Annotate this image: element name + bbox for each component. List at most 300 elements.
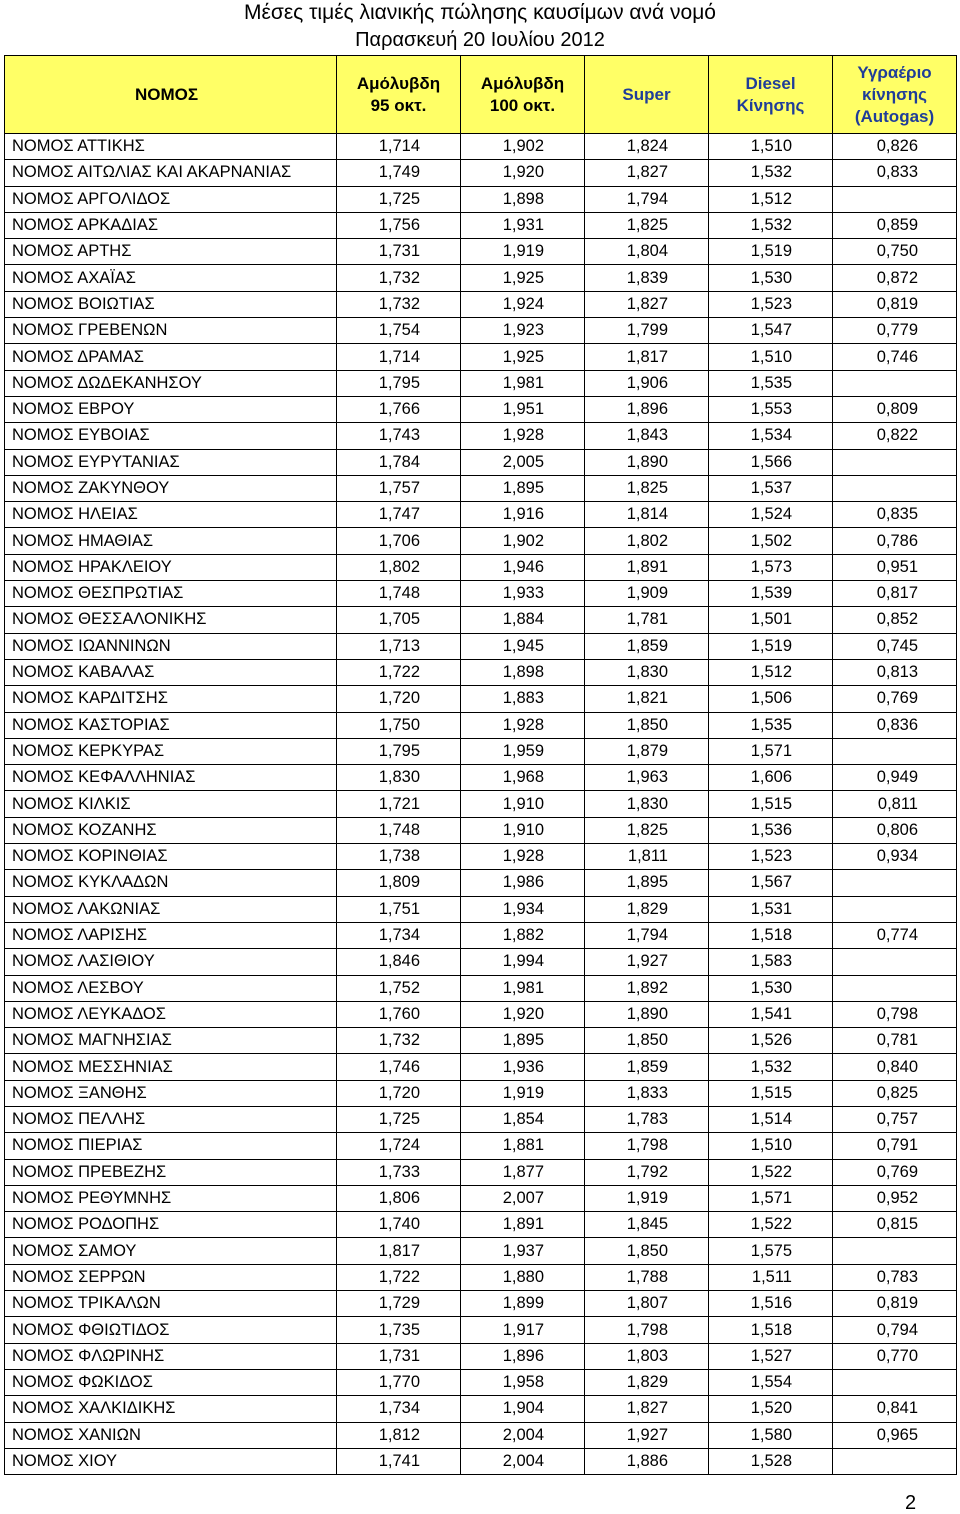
price-unleaded-100: 1,946 bbox=[461, 554, 585, 580]
price-diesel: 1,514 bbox=[709, 1106, 833, 1132]
price-super: 1,919 bbox=[585, 1185, 709, 1211]
region-name: ΝΟΜΟΣ ΕΥΒΟΙΑΣ bbox=[5, 423, 337, 449]
price-autogas: 0,826 bbox=[833, 134, 957, 160]
price-autogas bbox=[833, 475, 957, 501]
price-diesel: 1,606 bbox=[709, 765, 833, 791]
price-diesel: 1,523 bbox=[709, 844, 833, 870]
price-unleaded-95: 1,746 bbox=[337, 1054, 461, 1080]
price-autogas: 0,781 bbox=[833, 1028, 957, 1054]
region-name: ΝΟΜΟΣ ΣΑΜΟΥ bbox=[5, 1238, 337, 1264]
table-row bbox=[5, 212, 957, 238]
price-diesel: 1,527 bbox=[709, 1343, 833, 1369]
region-name: ΝΟΜΟΣ ΦΛΩΡΙΝΗΣ bbox=[5, 1343, 337, 1369]
region-name: ΝΟΜΟΣ ΚΑΒΑΛΑΣ bbox=[5, 659, 337, 685]
table-row bbox=[5, 975, 957, 1001]
price-diesel: 1,515 bbox=[709, 791, 833, 817]
price-diesel: 1,547 bbox=[709, 318, 833, 344]
price-super: 1,827 bbox=[585, 291, 709, 317]
table-row bbox=[5, 1317, 957, 1343]
table-row bbox=[5, 949, 957, 975]
table-row bbox=[5, 607, 957, 633]
price-unleaded-95: 1,722 bbox=[337, 659, 461, 685]
region-name: ΝΟΜΟΣ ΚΟΖΑΝΗΣ bbox=[5, 817, 337, 843]
fuel-prices-table bbox=[4, 55, 957, 1475]
price-unleaded-95: 1,731 bbox=[337, 239, 461, 265]
region-name: ΝΟΜΟΣ ΚΑΡΔΙΤΣΗΣ bbox=[5, 686, 337, 712]
price-diesel: 1,535 bbox=[709, 712, 833, 738]
price-autogas: 0,951 bbox=[833, 554, 957, 580]
price-unleaded-100: 1,945 bbox=[461, 633, 585, 659]
price-autogas: 0,833 bbox=[833, 160, 957, 186]
document-title: Μέσες τιμές λιανικής πώλησης καυσίμων ανά νομό bbox=[244, 1, 716, 24]
price-diesel: 1,526 bbox=[709, 1028, 833, 1054]
price-unleaded-100: 1,919 bbox=[461, 1080, 585, 1106]
price-diesel: 1,519 bbox=[709, 239, 833, 265]
price-autogas: 0,859 bbox=[833, 212, 957, 238]
price-autogas: 0,774 bbox=[833, 922, 957, 948]
region-name: ΝΟΜΟΣ ΛΑΡΙΣΗΣ bbox=[5, 922, 337, 948]
price-super: 1,843 bbox=[585, 423, 709, 449]
table-row bbox=[5, 686, 957, 712]
price-diesel: 1,571 bbox=[709, 738, 833, 764]
price-unleaded-100: 1,923 bbox=[461, 318, 585, 344]
price-diesel: 1,520 bbox=[709, 1396, 833, 1422]
table-row bbox=[5, 1212, 957, 1238]
price-unleaded-95: 1,706 bbox=[337, 528, 461, 554]
table-row bbox=[5, 817, 957, 843]
price-unleaded-100: 1,981 bbox=[461, 370, 585, 396]
price-unleaded-100: 1,896 bbox=[461, 1343, 585, 1369]
price-autogas: 0,817 bbox=[833, 581, 957, 607]
price-unleaded-100: 1,981 bbox=[461, 975, 585, 1001]
region-name: ΝΟΜΟΣ ΡΟΔΟΠΗΣ bbox=[5, 1212, 337, 1238]
region-name: ΝΟΜΟΣ ΠΡΕΒΕΖΗΣ bbox=[5, 1159, 337, 1185]
price-unleaded-95: 1,756 bbox=[337, 212, 461, 238]
price-diesel: 1,537 bbox=[709, 475, 833, 501]
price-autogas: 0,815 bbox=[833, 1212, 957, 1238]
price-autogas bbox=[833, 449, 957, 475]
price-autogas: 0,819 bbox=[833, 291, 957, 317]
price-autogas: 0,952 bbox=[833, 1185, 957, 1211]
price-super: 1,963 bbox=[585, 765, 709, 791]
table-row bbox=[5, 1106, 957, 1132]
price-autogas bbox=[833, 1238, 957, 1264]
region-name: ΝΟΜΟΣ ΡΕΘΥΜΝΗΣ bbox=[5, 1185, 337, 1211]
price-unleaded-100: 1,902 bbox=[461, 134, 585, 160]
price-unleaded-100: 1,899 bbox=[461, 1291, 585, 1317]
price-super: 1,783 bbox=[585, 1106, 709, 1132]
price-unleaded-100: 1,898 bbox=[461, 186, 585, 212]
price-autogas: 0,806 bbox=[833, 817, 957, 843]
price-unleaded-95: 1,754 bbox=[337, 318, 461, 344]
price-unleaded-95: 1,766 bbox=[337, 396, 461, 422]
price-super: 1,827 bbox=[585, 160, 709, 186]
price-autogas: 0,794 bbox=[833, 1317, 957, 1343]
price-diesel: 1,536 bbox=[709, 817, 833, 843]
price-diesel: 1,541 bbox=[709, 1001, 833, 1027]
price-unleaded-95: 1,721 bbox=[337, 791, 461, 817]
region-name: ΝΟΜΟΣ ΔΡΑΜΑΣ bbox=[5, 344, 337, 370]
table-row bbox=[5, 1054, 957, 1080]
region-name: ΝΟΜΟΣ ΛΑΣΙΘΙΟΥ bbox=[5, 949, 337, 975]
price-super: 1,814 bbox=[585, 502, 709, 528]
price-unleaded-100: 1,928 bbox=[461, 712, 585, 738]
table-row bbox=[5, 239, 957, 265]
table-row bbox=[5, 765, 957, 791]
price-super: 1,886 bbox=[585, 1448, 709, 1474]
price-super: 1,829 bbox=[585, 896, 709, 922]
table-row bbox=[5, 870, 957, 896]
price-super: 1,821 bbox=[585, 686, 709, 712]
header-line: 95 οκτ. bbox=[370, 95, 427, 115]
header-unleaded-100 bbox=[461, 56, 585, 134]
price-unleaded-95: 1,732 bbox=[337, 291, 461, 317]
price-autogas: 0,757 bbox=[833, 1106, 957, 1132]
price-diesel: 1,522 bbox=[709, 1159, 833, 1185]
price-diesel: 1,510 bbox=[709, 1133, 833, 1159]
region-name: ΝΟΜΟΣ ΚΙΛΚΙΣ bbox=[5, 791, 337, 817]
table-row bbox=[5, 1343, 957, 1369]
price-super: 1,845 bbox=[585, 1212, 709, 1238]
table-row bbox=[5, 922, 957, 948]
price-autogas: 0,934 bbox=[833, 844, 957, 870]
price-unleaded-100: 2,005 bbox=[461, 449, 585, 475]
price-unleaded-100: 1,925 bbox=[461, 344, 585, 370]
price-super: 1,788 bbox=[585, 1264, 709, 1290]
price-unleaded-95: 1,750 bbox=[337, 712, 461, 738]
region-name: ΝΟΜΟΣ ΓΡΕΒΕΝΩΝ bbox=[5, 318, 337, 344]
price-super: 1,906 bbox=[585, 370, 709, 396]
price-diesel: 1,573 bbox=[709, 554, 833, 580]
price-diesel: 1,575 bbox=[709, 1238, 833, 1264]
price-super: 1,829 bbox=[585, 1369, 709, 1395]
price-diesel: 1,512 bbox=[709, 186, 833, 212]
price-unleaded-95: 1,731 bbox=[337, 1343, 461, 1369]
price-autogas: 0,949 bbox=[833, 765, 957, 791]
header-line: ΝΟΜΟΣ bbox=[135, 84, 199, 104]
price-unleaded-100: 1,920 bbox=[461, 160, 585, 186]
price-unleaded-95: 1,725 bbox=[337, 1106, 461, 1132]
price-diesel: 1,510 bbox=[709, 344, 833, 370]
price-autogas bbox=[833, 975, 957, 1001]
page-number: 2 bbox=[905, 1492, 917, 1514]
price-unleaded-95: 1,722 bbox=[337, 1264, 461, 1290]
region-name: ΝΟΜΟΣ ΘΕΣΣΑΛΟΝΙΚΗΣ bbox=[5, 607, 337, 633]
header-line: 100 οκτ. bbox=[489, 95, 556, 115]
price-unleaded-100: 1,910 bbox=[461, 791, 585, 817]
price-unleaded-100: 2,004 bbox=[461, 1448, 585, 1474]
price-unleaded-95: 1,751 bbox=[337, 896, 461, 922]
price-unleaded-95: 1,732 bbox=[337, 1028, 461, 1054]
price-super: 1,833 bbox=[585, 1080, 709, 1106]
header-line: Diesel bbox=[745, 73, 796, 93]
table-row bbox=[5, 738, 957, 764]
region-name: ΝΟΜΟΣ ΚΕΦΑΛΛΗΝΙΑΣ bbox=[5, 765, 337, 791]
price-unleaded-95: 1,757 bbox=[337, 475, 461, 501]
price-diesel: 1,502 bbox=[709, 528, 833, 554]
table-row bbox=[5, 844, 957, 870]
price-autogas bbox=[833, 186, 957, 212]
price-super: 1,890 bbox=[585, 449, 709, 475]
price-super: 1,825 bbox=[585, 475, 709, 501]
price-diesel: 1,566 bbox=[709, 449, 833, 475]
price-autogas bbox=[833, 896, 957, 922]
header-line: Super bbox=[622, 84, 671, 104]
price-diesel: 1,506 bbox=[709, 686, 833, 712]
price-diesel: 1,531 bbox=[709, 896, 833, 922]
price-diesel: 1,515 bbox=[709, 1080, 833, 1106]
region-name: ΝΟΜΟΣ ΠΕΛΛΗΣ bbox=[5, 1106, 337, 1132]
price-super: 1,824 bbox=[585, 134, 709, 160]
price-unleaded-95: 1,720 bbox=[337, 686, 461, 712]
table-row bbox=[5, 1028, 957, 1054]
region-name: ΝΟΜΟΣ ΙΩΑΝΝΙΝΩΝ bbox=[5, 633, 337, 659]
price-autogas: 0,769 bbox=[833, 1159, 957, 1185]
region-name: ΝΟΜΟΣ ΚΟΡΙΝΘΙΑΣ bbox=[5, 844, 337, 870]
price-autogas bbox=[833, 870, 957, 896]
price-diesel: 1,532 bbox=[709, 212, 833, 238]
price-unleaded-100: 1,937 bbox=[461, 1238, 585, 1264]
price-autogas: 0,746 bbox=[833, 344, 957, 370]
region-name: ΝΟΜΟΣ ΗΡΑΚΛΕΙΟΥ bbox=[5, 554, 337, 580]
price-super: 1,781 bbox=[585, 607, 709, 633]
price-unleaded-95: 1,809 bbox=[337, 870, 461, 896]
price-unleaded-95: 1,784 bbox=[337, 449, 461, 475]
header-super bbox=[585, 56, 709, 134]
table-row bbox=[5, 502, 957, 528]
header-line: κίνησης bbox=[862, 84, 927, 104]
price-unleaded-95: 1,795 bbox=[337, 370, 461, 396]
table-row bbox=[5, 265, 957, 291]
table-row bbox=[5, 370, 957, 396]
table-row bbox=[5, 1001, 957, 1027]
price-diesel: 1,516 bbox=[709, 1291, 833, 1317]
price-unleaded-95: 1,747 bbox=[337, 502, 461, 528]
price-diesel: 1,523 bbox=[709, 291, 833, 317]
price-diesel: 1,554 bbox=[709, 1369, 833, 1395]
price-unleaded-95: 1,714 bbox=[337, 344, 461, 370]
price-super: 1,811 bbox=[585, 844, 709, 870]
price-diesel: 1,553 bbox=[709, 396, 833, 422]
region-name: ΝΟΜΟΣ ΑΤΤΙΚΗΣ bbox=[5, 134, 337, 160]
price-unleaded-100: 1,902 bbox=[461, 528, 585, 554]
price-super: 1,850 bbox=[585, 1028, 709, 1054]
price-autogas: 0,822 bbox=[833, 423, 957, 449]
price-super: 1,803 bbox=[585, 1343, 709, 1369]
price-super: 1,890 bbox=[585, 1001, 709, 1027]
region-name: ΝΟΜΟΣ ΑΙΤΩΛΙΑΣ ΚΑΙ ΑΚΑΡΝΑΝΙΑΣ bbox=[5, 160, 337, 186]
table-row bbox=[5, 554, 957, 580]
price-autogas: 0,770 bbox=[833, 1343, 957, 1369]
price-autogas: 0,783 bbox=[833, 1264, 957, 1290]
price-diesel: 1,512 bbox=[709, 659, 833, 685]
price-autogas bbox=[833, 738, 957, 764]
price-autogas: 0,750 bbox=[833, 239, 957, 265]
table-row bbox=[5, 449, 957, 475]
price-unleaded-100: 1,925 bbox=[461, 265, 585, 291]
price-unleaded-100: 1,910 bbox=[461, 817, 585, 843]
table-row bbox=[5, 344, 957, 370]
price-autogas: 0,779 bbox=[833, 318, 957, 344]
price-diesel: 1,583 bbox=[709, 949, 833, 975]
price-unleaded-100: 1,920 bbox=[461, 1001, 585, 1027]
price-diesel: 1,518 bbox=[709, 1317, 833, 1343]
region-name: ΝΟΜΟΣ ΗΜΑΘΙΑΣ bbox=[5, 528, 337, 554]
price-unleaded-95: 1,760 bbox=[337, 1001, 461, 1027]
price-unleaded-100: 1,877 bbox=[461, 1159, 585, 1185]
price-super: 1,825 bbox=[585, 817, 709, 843]
table-row bbox=[5, 134, 957, 160]
price-unleaded-95: 1,748 bbox=[337, 817, 461, 843]
table-header-row bbox=[5, 56, 957, 134]
price-diesel: 1,518 bbox=[709, 922, 833, 948]
price-super: 1,896 bbox=[585, 396, 709, 422]
price-diesel: 1,519 bbox=[709, 633, 833, 659]
price-unleaded-100: 1,933 bbox=[461, 581, 585, 607]
region-name: ΝΟΜΟΣ ΦΘΙΩΤΙΔΟΣ bbox=[5, 1317, 337, 1343]
region-name: ΝΟΜΟΣ ΑΧΑΪΑΣ bbox=[5, 265, 337, 291]
price-unleaded-95: 1,752 bbox=[337, 975, 461, 1001]
header-line: Υγραέριο bbox=[857, 62, 932, 82]
table-row bbox=[5, 581, 957, 607]
price-diesel: 1,571 bbox=[709, 1185, 833, 1211]
price-unleaded-95: 1,720 bbox=[337, 1080, 461, 1106]
price-unleaded-95: 1,738 bbox=[337, 844, 461, 870]
price-super: 1,827 bbox=[585, 1396, 709, 1422]
price-unleaded-95: 1,830 bbox=[337, 765, 461, 791]
price-super: 1,817 bbox=[585, 344, 709, 370]
price-diesel: 1,530 bbox=[709, 265, 833, 291]
header-line: Κίνησης bbox=[736, 95, 805, 115]
region-name: ΝΟΜΟΣ ΕΒΡΟΥ bbox=[5, 396, 337, 422]
table-row bbox=[5, 791, 957, 817]
price-super: 1,859 bbox=[585, 1054, 709, 1080]
price-unleaded-100: 1,958 bbox=[461, 1369, 585, 1395]
price-unleaded-100: 1,951 bbox=[461, 396, 585, 422]
table-row bbox=[5, 423, 957, 449]
price-super: 1,804 bbox=[585, 239, 709, 265]
price-unleaded-100: 1,934 bbox=[461, 896, 585, 922]
table-row bbox=[5, 1396, 957, 1422]
price-autogas bbox=[833, 370, 957, 396]
price-autogas bbox=[833, 949, 957, 975]
price-super: 1,927 bbox=[585, 1422, 709, 1448]
price-super: 1,839 bbox=[585, 265, 709, 291]
price-unleaded-95: 1,846 bbox=[337, 949, 461, 975]
price-unleaded-95: 1,725 bbox=[337, 186, 461, 212]
price-unleaded-100: 1,904 bbox=[461, 1396, 585, 1422]
table-row bbox=[5, 291, 957, 317]
price-autogas: 0,791 bbox=[833, 1133, 957, 1159]
price-unleaded-100: 1,919 bbox=[461, 239, 585, 265]
table-row bbox=[5, 659, 957, 685]
price-unleaded-100: 1,917 bbox=[461, 1317, 585, 1343]
price-diesel: 1,511 bbox=[709, 1264, 833, 1290]
price-autogas: 0,811 bbox=[833, 791, 957, 817]
header-nomos bbox=[5, 56, 337, 134]
price-diesel: 1,501 bbox=[709, 607, 833, 633]
price-autogas bbox=[833, 1369, 957, 1395]
price-unleaded-100: 1,854 bbox=[461, 1106, 585, 1132]
price-unleaded-95: 1,812 bbox=[337, 1422, 461, 1448]
table-row bbox=[5, 1369, 957, 1395]
region-name: ΝΟΜΟΣ ΛΑΚΩΝΙΑΣ bbox=[5, 896, 337, 922]
table-row bbox=[5, 1448, 957, 1474]
price-unleaded-100: 1,959 bbox=[461, 738, 585, 764]
table-row bbox=[5, 712, 957, 738]
price-unleaded-100: 1,928 bbox=[461, 423, 585, 449]
price-super: 1,891 bbox=[585, 554, 709, 580]
price-autogas: 0,965 bbox=[833, 1422, 957, 1448]
region-name: ΝΟΜΟΣ ΠΙΕΡΙΑΣ bbox=[5, 1133, 337, 1159]
table-row bbox=[5, 1159, 957, 1185]
region-name: ΝΟΜΟΣ ΤΡΙΚΑΛΩΝ bbox=[5, 1291, 337, 1317]
price-unleaded-100: 1,916 bbox=[461, 502, 585, 528]
price-diesel: 1,539 bbox=[709, 581, 833, 607]
price-autogas: 0,841 bbox=[833, 1396, 957, 1422]
header-line: Αμόλυβδη bbox=[356, 73, 441, 93]
price-super: 1,830 bbox=[585, 659, 709, 685]
price-unleaded-95: 1,770 bbox=[337, 1369, 461, 1395]
region-name: ΝΟΜΟΣ ΣΕΡΡΩΝ bbox=[5, 1264, 337, 1290]
price-unleaded-100: 1,895 bbox=[461, 1028, 585, 1054]
price-unleaded-95: 1,732 bbox=[337, 265, 461, 291]
region-name: ΝΟΜΟΣ ΛΕΥΚΑΔΟΣ bbox=[5, 1001, 337, 1027]
price-super: 1,792 bbox=[585, 1159, 709, 1185]
table-row bbox=[5, 160, 957, 186]
price-autogas: 0,836 bbox=[833, 712, 957, 738]
price-diesel: 1,524 bbox=[709, 502, 833, 528]
price-diesel: 1,530 bbox=[709, 975, 833, 1001]
price-unleaded-95: 1,724 bbox=[337, 1133, 461, 1159]
price-autogas: 0,769 bbox=[833, 686, 957, 712]
price-autogas: 0,745 bbox=[833, 633, 957, 659]
price-unleaded-100: 1,891 bbox=[461, 1212, 585, 1238]
price-unleaded-100: 1,994 bbox=[461, 949, 585, 975]
price-diesel: 1,535 bbox=[709, 370, 833, 396]
region-name: ΝΟΜΟΣ ΖΑΚΥΝΘΟΥ bbox=[5, 475, 337, 501]
region-name: ΝΟΜΟΣ ΞΑΝΘΗΣ bbox=[5, 1080, 337, 1106]
table-row bbox=[5, 896, 957, 922]
price-super: 1,802 bbox=[585, 528, 709, 554]
price-diesel: 1,532 bbox=[709, 160, 833, 186]
price-super: 1,850 bbox=[585, 1238, 709, 1264]
table-row bbox=[5, 1185, 957, 1211]
price-diesel: 1,522 bbox=[709, 1212, 833, 1238]
price-unleaded-95: 1,734 bbox=[337, 1396, 461, 1422]
region-name: ΝΟΜΟΣ ΕΥΡΥΤΑΝΙΑΣ bbox=[5, 449, 337, 475]
price-autogas: 0,819 bbox=[833, 1291, 957, 1317]
header-line: (Autogas) bbox=[854, 106, 935, 126]
table-row bbox=[5, 475, 957, 501]
price-autogas: 0,835 bbox=[833, 502, 957, 528]
price-unleaded-95: 1,729 bbox=[337, 1291, 461, 1317]
price-unleaded-100: 1,882 bbox=[461, 922, 585, 948]
price-unleaded-100: 1,895 bbox=[461, 475, 585, 501]
table-row bbox=[5, 1264, 957, 1290]
price-super: 1,794 bbox=[585, 186, 709, 212]
price-autogas: 0,852 bbox=[833, 607, 957, 633]
price-super: 1,859 bbox=[585, 633, 709, 659]
price-super: 1,798 bbox=[585, 1317, 709, 1343]
price-unleaded-95: 1,743 bbox=[337, 423, 461, 449]
price-super: 1,927 bbox=[585, 949, 709, 975]
price-unleaded-100: 1,986 bbox=[461, 870, 585, 896]
price-unleaded-100: 1,968 bbox=[461, 765, 585, 791]
region-name: ΝΟΜΟΣ ΧΑΛΚΙΔΙΚΗΣ bbox=[5, 1396, 337, 1422]
price-super: 1,909 bbox=[585, 581, 709, 607]
price-diesel: 1,534 bbox=[709, 423, 833, 449]
